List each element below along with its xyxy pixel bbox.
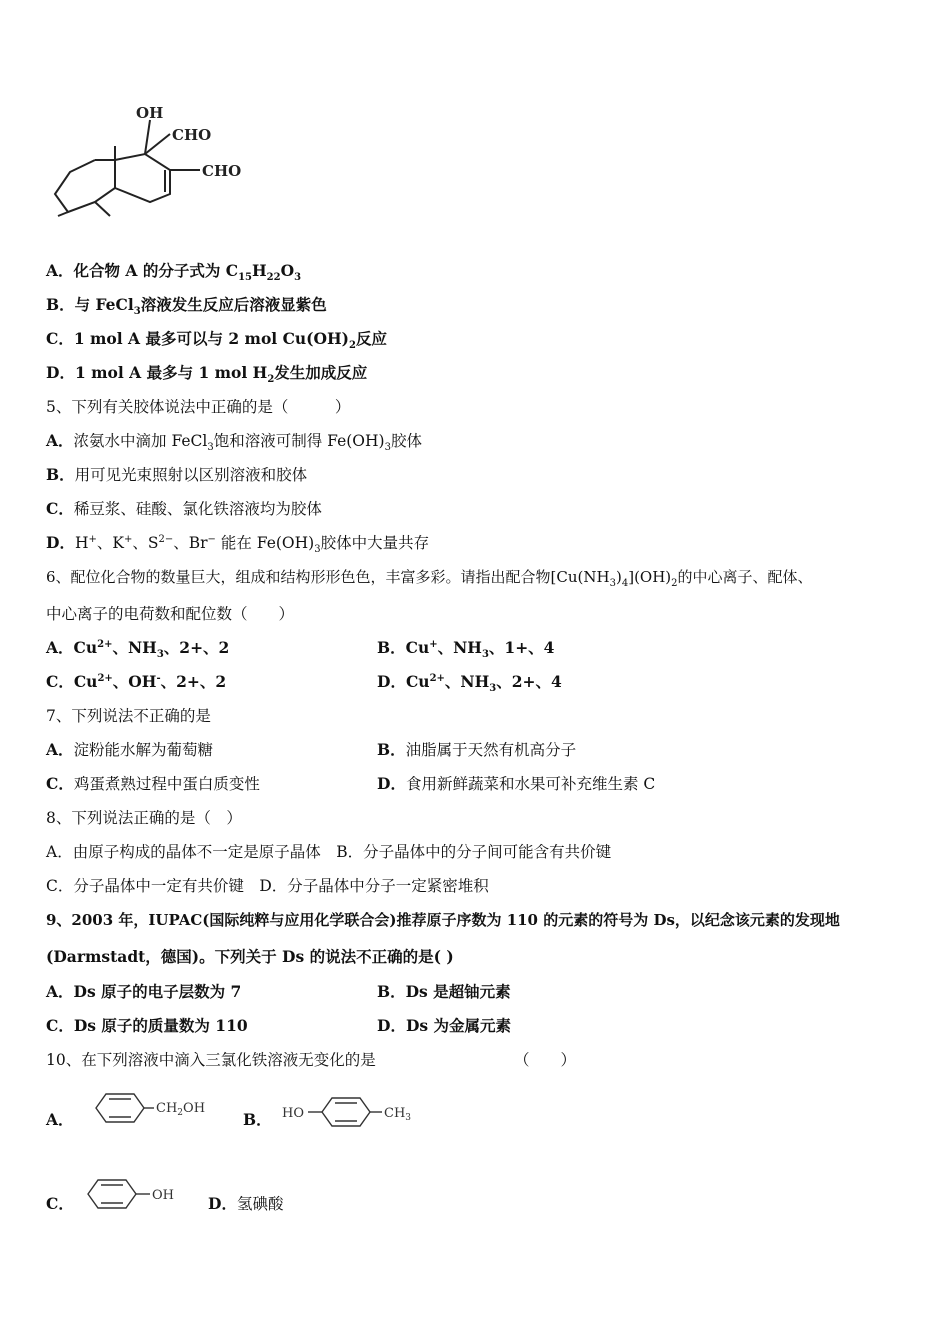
compound-a-structure [40,98,300,228]
q4-option-d: D．1 mol A 最多与 1 mol $H_2$发生加成反应 [46,363,368,386]
q9-option-b: B．Ds 是超铀元素 [377,982,511,1001]
q7-option-c: C．鸡蛋煮熟过程中蛋白质变性 [46,774,260,793]
q9-stem-line2: (Darmstadt，德国)。下列关于 Ds 的说法不正确的是( ) [46,947,454,966]
phenol-structure [84,1176,194,1216]
q7-option-b: B．油脂属于天然有机高分子 [377,740,577,759]
q6-stem-line1: 6、配位化合物的数量巨大，组成和结构形形色色，丰富多彩。请指出配合物$[Cu(NH_3)_4](OH)_2$的中心离子、配体、 [46,568,813,589]
q5-option-d: D．H+、K+、$S^{2-}$、Br− 能在 $Fe(OH)_3$胶体中大量共存 [46,533,430,556]
q8-options-ab: A．由原子构成的晶体不一定是原子晶体 B．分子晶体中的分子间可能含有共价键 [46,843,612,861]
q5-stem: 5、下列有关胶体说法中正确的是（ ） [46,398,351,416]
q4-option-b: B．与 FeCl$_3$溶液发生反应后溶液显紫色 [46,295,327,318]
benzyl-alcohol-structure [86,1090,226,1130]
q5-option-c: C．稀豆浆、硅酸、氯化铁溶液均为胶体 [46,499,322,518]
q10-option-d: D．氢碘酸 [208,1194,284,1213]
oh-label: OH [136,104,164,122]
q6-option-d: D．$Cu^{2+}$、$NH_3$、2+、4 [377,672,562,695]
svg-text:CH3: $CH_3$ [384,1106,412,1123]
cho-label-2: CHO [202,162,242,180]
q8-stem: 8、下列说法正确的是（ ） [46,809,242,827]
q8-options-cd: C．分子晶体中一定有共价键 D．分子晶体中分子一定紧密堆积 [46,877,489,895]
q10-stem: 10、在下列溶液中滴入三氯化铁溶液无变化的是 [46,1051,376,1069]
q7-option-d: D．食用新鲜蔬菜和水果可补充维生素 C [377,774,656,793]
q6-option-b: B．Cu+、$NH_3$、1+、4 [377,638,555,661]
q5-option-b: B．用可见光束照射以区别溶液和胶体 [46,465,308,484]
q10-option-c-key: C． [46,1194,74,1213]
q7-stem: 7、下列说法不正确的是 [46,707,211,725]
p-cresol-structure [282,1094,432,1134]
q9-option-c: C．Ds 原子的质量数为 110 [46,1016,248,1035]
q4-option-a: A．化合物 A 的分子式为 $C_{15}H_{22}O_3$ [46,261,302,284]
q10-option-b-key: B． [243,1110,272,1129]
q6-stem-line2: 中心离子的电荷数和配位数（ ） [46,605,295,623]
svg-text:OH: OH [152,1188,174,1203]
q10-option-a-key: A． [46,1110,74,1129]
q10-answer-bracket: （ ） [514,1051,577,1069]
q7-option-a: A．淀粉能水解为葡萄糖 [46,740,214,759]
q5-option-a: A．浓氨水中滴加 FeCl$_3$饱和溶液可制得 $Fe(OH)_3$胶体 [46,431,422,454]
svg-text:CH2OH: $CH_2OH$ [156,1101,206,1118]
cho-label-1: CHO [172,126,212,144]
q9-option-a: A．Ds 原子的电子层数为 7 [46,982,242,1001]
svg-text:HO: HO [282,1106,304,1121]
q4-option-c: C．1 mol A 最多可以与 2 mol $Cu(OH)_2$反应 [46,329,387,352]
q6-option-c: C．$Cu^{2+}$、OH-、2+、2 [46,672,227,691]
q6-option-a: A．$Cu^{2+}$、$NH_3$、2+、2 [46,638,230,661]
q9-stem-line1: 9、2003 年，IUPAC(国际纯粹与应用化学联合会)推荐原子序数为 110 的元素的符号为 Ds，以纪念该元素的发现地 [46,911,840,929]
q9-option-d: D．Ds 为金属元素 [377,1016,512,1035]
